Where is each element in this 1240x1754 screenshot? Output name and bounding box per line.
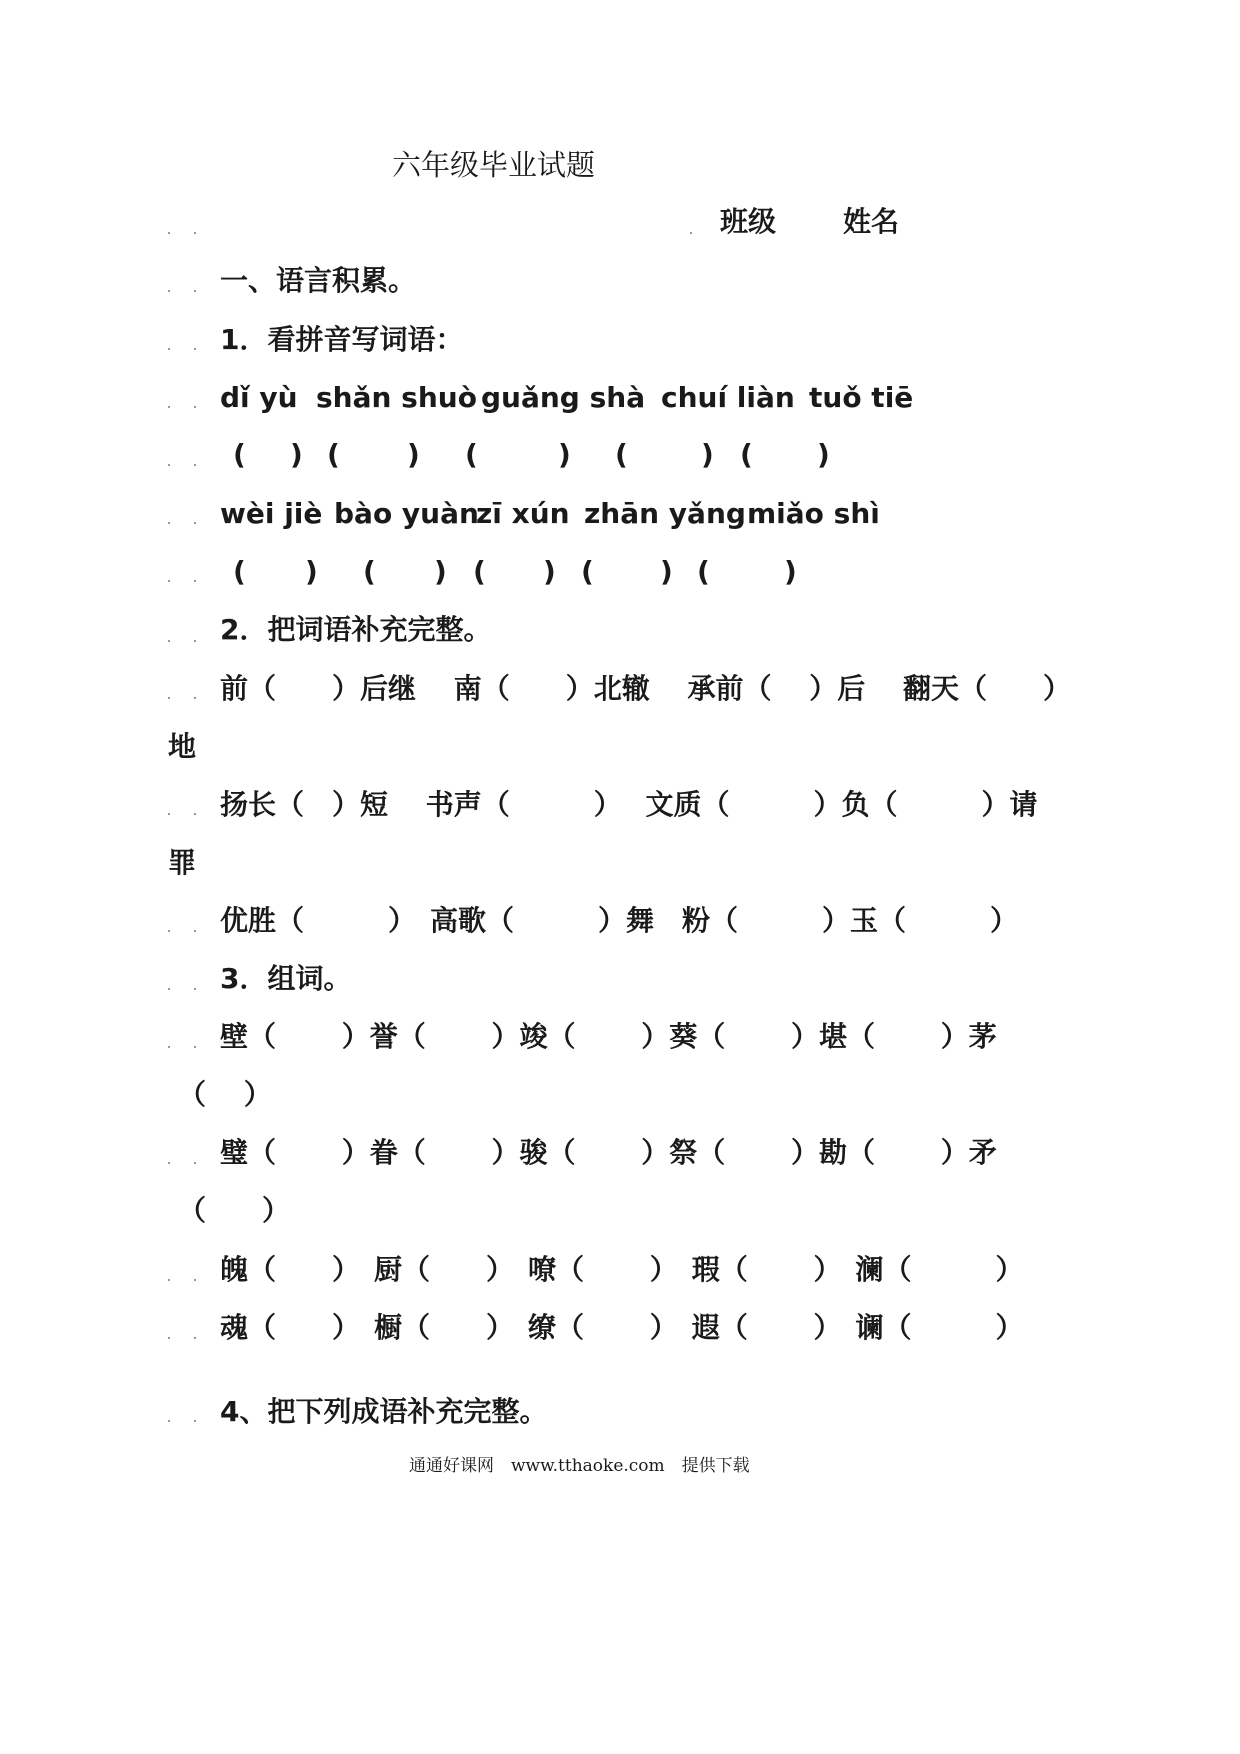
margin-dot (168, 406, 170, 408)
close-bracket: ) (558, 438, 571, 471)
open-bracket: ( (615, 438, 628, 471)
open-bracket: ( (327, 438, 340, 471)
margin-dot (194, 406, 196, 408)
margin-dot (168, 1162, 170, 1164)
margin-dot (194, 1046, 196, 1048)
fill-in-line-wrap: 罪 (168, 846, 197, 879)
pinyin-item: guǎng shà (481, 381, 646, 414)
fill-in-line: 优胜（ ） 高歌（ ）舞 粉（ ）玉（ ） (220, 904, 1019, 937)
close-bracket: ) (305, 555, 318, 588)
margin-dot (194, 1162, 196, 1164)
margin-dot (194, 464, 196, 466)
margin-dot (194, 697, 196, 699)
margin-dot (168, 348, 170, 350)
margin-dot (194, 1279, 196, 1281)
pinyin-item: wèi jiè (220, 497, 323, 530)
close-bracket: ) (434, 555, 447, 588)
pinyin-item: zhān yǎng (584, 497, 746, 530)
section-heading: 一、语言积累。 (220, 264, 417, 297)
open-bracket: ( (233, 438, 246, 471)
close-bracket: ) (290, 438, 303, 471)
close-bracket: ) (407, 438, 420, 471)
open-bracket: ( (233, 555, 246, 588)
close-bracket: ) (543, 555, 556, 588)
margin-dot (168, 697, 170, 699)
open-bracket: ( (473, 555, 486, 588)
margin-dot (168, 580, 170, 582)
word-group-line: 璧（ ）眷（ ）骏（ ）祭（ ）勘（ ）矛 (220, 1136, 997, 1169)
margin-dot (194, 522, 196, 524)
pinyin-item: bào yuàn (334, 497, 479, 530)
close-bracket: ) (817, 438, 830, 471)
word-group-line-wrap: （ ） (178, 1194, 291, 1227)
pinyin-item: miǎo shì (747, 497, 880, 530)
open-bracket: ( (697, 555, 710, 588)
question-1-heading: 1．看拼音写词语： (220, 323, 464, 356)
open-bracket: ( (740, 438, 753, 471)
margin-dot (168, 1337, 170, 1339)
word-group-line: 魄（ ） 厨（ ） 嘹（ ） 瑕（ ） 澜（ ） (220, 1253, 1024, 1286)
close-bracket: ) (660, 555, 673, 588)
margin-dot (690, 232, 692, 234)
pinyin-item: chuí liàn (661, 381, 795, 414)
margin-dot (168, 1046, 170, 1048)
margin-dot (168, 1279, 170, 1281)
word-group-line: 壁（ ）誉（ ）竣（ ）葵（ ）堪（ ）茅 (220, 1020, 997, 1053)
margin-dot (168, 813, 170, 815)
open-bracket: ( (465, 438, 478, 471)
question-4-heading: 4、把下列成语补充完整。 (220, 1395, 548, 1428)
pinyin-item: shǎn shuò (316, 381, 477, 414)
margin-dot (168, 1420, 170, 1422)
pinyin-item: dǐ yù (220, 381, 298, 414)
margin-dot (168, 640, 170, 642)
fill-in-line: 前（ ）后继 南（ ）北辙 承前（ ）后 翻天（ ） (220, 672, 1071, 705)
margin-dot (194, 580, 196, 582)
margin-dot (194, 290, 196, 292)
page-title: 六年级毕业试题 (392, 148, 596, 182)
margin-dot (194, 930, 196, 932)
margin-dot (194, 232, 196, 234)
question-2-heading: 2．把词语补充完整。 (220, 613, 492, 646)
margin-dot (194, 1337, 196, 1339)
pinyin-item: zī xún (476, 497, 570, 530)
close-bracket: ) (701, 438, 714, 471)
margin-dot (194, 348, 196, 350)
margin-dot (194, 640, 196, 642)
margin-dot (194, 813, 196, 815)
open-bracket: ( (363, 555, 376, 588)
word-group-line-wrap: （ ） (178, 1078, 272, 1111)
margin-dot (168, 930, 170, 932)
margin-dot (194, 1420, 196, 1422)
class-label: 班级 (720, 205, 777, 238)
fill-in-line-wrap: 地 (168, 730, 197, 763)
fill-in-line: 扬长（ ）短 书声（ ） 文质（ ）负（ ）请 (220, 788, 1038, 821)
question-3-heading: 3．组词。 (220, 962, 352, 995)
margin-dot (168, 232, 170, 234)
open-bracket: ( (581, 555, 594, 588)
word-group-line: 魂（ ） 橱（ ） 缭（ ） 遐（ ） 谰（ ） (220, 1311, 1024, 1344)
footer-credit: 通通好课网 www.tthaoke.com 提供下载 (409, 1456, 750, 1476)
name-label: 姓名 (843, 205, 900, 238)
margin-dot (168, 464, 170, 466)
margin-dot (168, 522, 170, 524)
margin-dot (168, 988, 170, 990)
margin-dot (194, 988, 196, 990)
pinyin-item: tuǒ tiē (809, 381, 914, 414)
margin-dot (168, 290, 170, 292)
close-bracket: ) (784, 555, 797, 588)
